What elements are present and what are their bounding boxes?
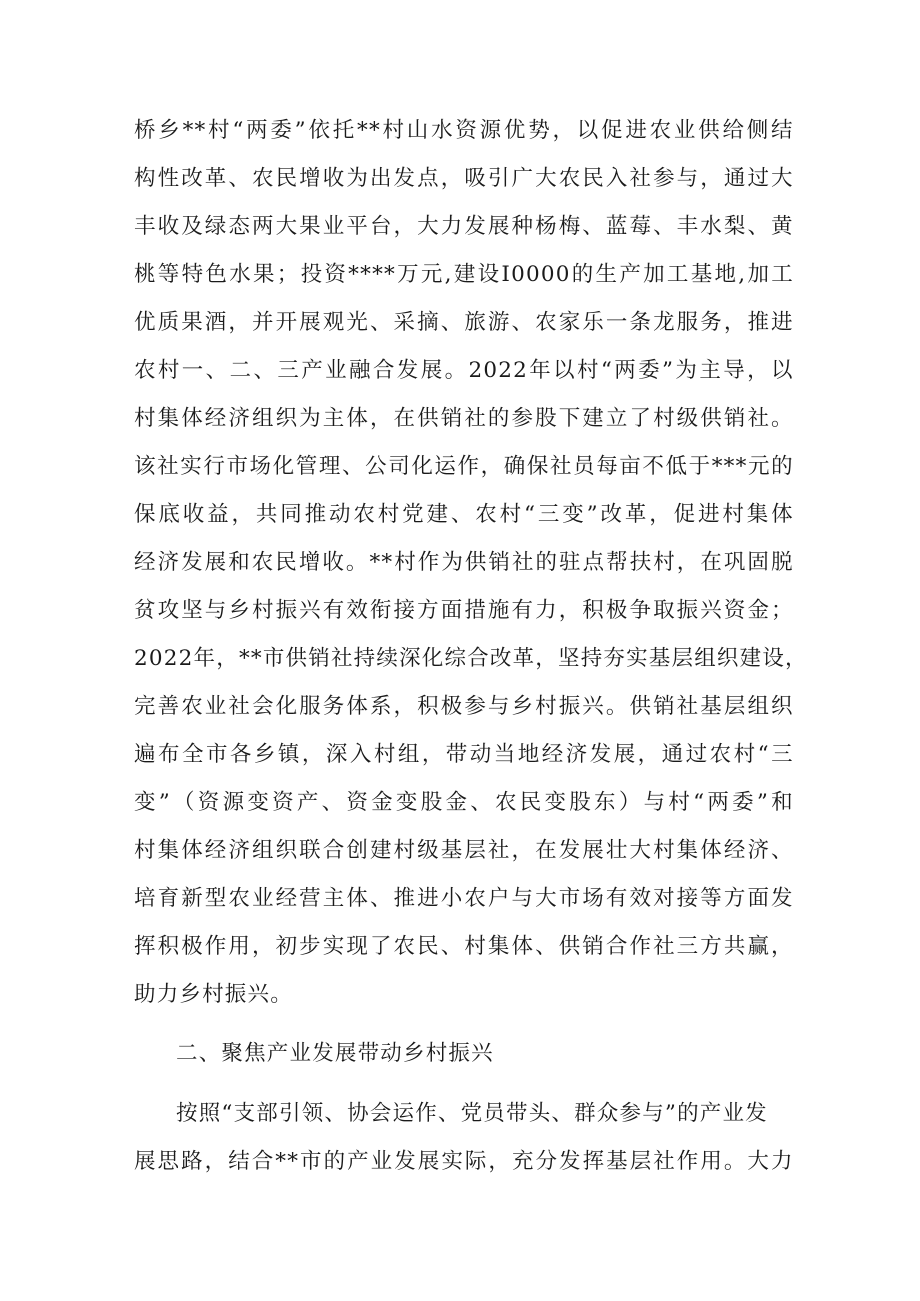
paragraph-line: 遍 布 全 市 各 乡 镇 ， 深 入 村 组 ， 带 动 当 地 经 济 发 展 ， 通 过 农 村 “ 三 (134, 742, 794, 767)
paragraph-line: 完 善 农 业 社 会 化 服 务 体 系 ， 积 极 参 与 乡 村 振 兴 。 供 销 社 基 层 组 织 (134, 694, 794, 719)
paragraph-line: 农 村 一 、 二 、 三 产 业 融 合 发 展 。 2022 年 以 村 “ 两 委 ” 为 主 导 ， 以 (134, 358, 794, 383)
paragraph-line: 丰 收 及 绿 态 两 大 果 业 平 台 ， 大 力 发 展 种 杨 梅 、 蓝 莓 、 丰 水 梨 、 黄 (134, 214, 794, 239)
paragraph-line: 变 ” （ 资 源 变 资 产 、 资 金 变 股 金 、 农 民 变 股 东 ） 与 村 “ 两 委 ” 和 (134, 790, 794, 815)
paragraph-line: 经 济 发 展 和 农 民 增 收 。 ** 村 作 为 供 销 社 的 驻 点 帮 扶 村 ， 在 巩 固 脱 (134, 550, 794, 575)
paragraph-line: 2022 年 ， ** 市 供 销 社 持 续 深 化 综 合 改 革 ， 坚 持 夯 实 基 层 组 织 建 设 ， (134, 646, 808, 671)
paragraph-line: 助力乡村振兴。 (134, 982, 293, 1007)
paragraph-line: 村 集 体 经 济 组 织 联 合 创 建 村 级 基 层 社 ， 在 发 展 壮 大 村 集 体 经 济 、 (134, 838, 794, 863)
paragraph-line: 构 性 改 革 、 农 民 增 收 为 出 发 点 ， 吸 引 广 大 农 民 入 社 参 与 ， 通 过 大 (134, 166, 794, 191)
paragraph-line: 培 育 新 型 农 业 经 营 主 体 、 推 进 小 农 户 与 大 市 场 有 效 对 接 等 方 面 发 (134, 886, 794, 911)
paragraph-line: 展 思 路 ， 结 合 ** 市 的 产 业 发 展 实 际 ， 充 分 发 挥 基 层 社 作 用 。 大 力 (134, 1149, 794, 1174)
section-heading: 二、聚焦产业发展带动乡村振兴 (176, 1041, 494, 1066)
paragraph-line: 挥 积 极 作 用 ， 初 步 实 现 了 农 民 、 村 集 体 、 供 销 合 作 社 三 方 共 赢 ， (134, 934, 794, 959)
paragraph-line: 桥 乡 ** 村 “ 两 委 ” 依 托 ** 村 山 水 资 源 优 势 ， 以 促 进 农 业 供 给 侧 结 (134, 118, 794, 143)
paragraph-line: 保 底 收 益 ， 共 同 推 动 农 村 党 建 、 农 村 “ 三 变 ” 改 革 ， 促 进 村 集 体 (134, 502, 794, 527)
paragraph-line: 按照“支部引领、协会运作、党员带头、群众参与”的产业发 (176, 1101, 768, 1126)
paragraph-line: 桃 等 特 色 水 果 ； 投 资 **** 万 元 , 建 设 I0000 的 生 产 加 工 基 地 , 加 工 (134, 262, 794, 287)
paragraph-line: 村 集 体 经 济 组 织 为 主 体 ， 在 供 销 社 的 参 股 下 建 立 了 村 级 供 销 社 。 (134, 406, 794, 431)
paragraph-line: 贫 攻 坚 与 乡 村 振 兴 有 效 衔 接 方 面 措 施 有 力 ， 积 极 争 取 振 兴 资 金 ； (134, 598, 794, 623)
paragraph-line: 该 社 实 行 市 场 化 管 理 、 公 司 化 运 作 ， 确 保 社 员 每 亩 不 低 于 *** 元 的 (134, 454, 794, 479)
paragraph-line: 优 质 果 酒 ， 并 开 展 观 光 、 采 摘 、 旅 游 、 农 家 乐 一 条 龙 服 务 ， 推 进 (134, 310, 794, 335)
